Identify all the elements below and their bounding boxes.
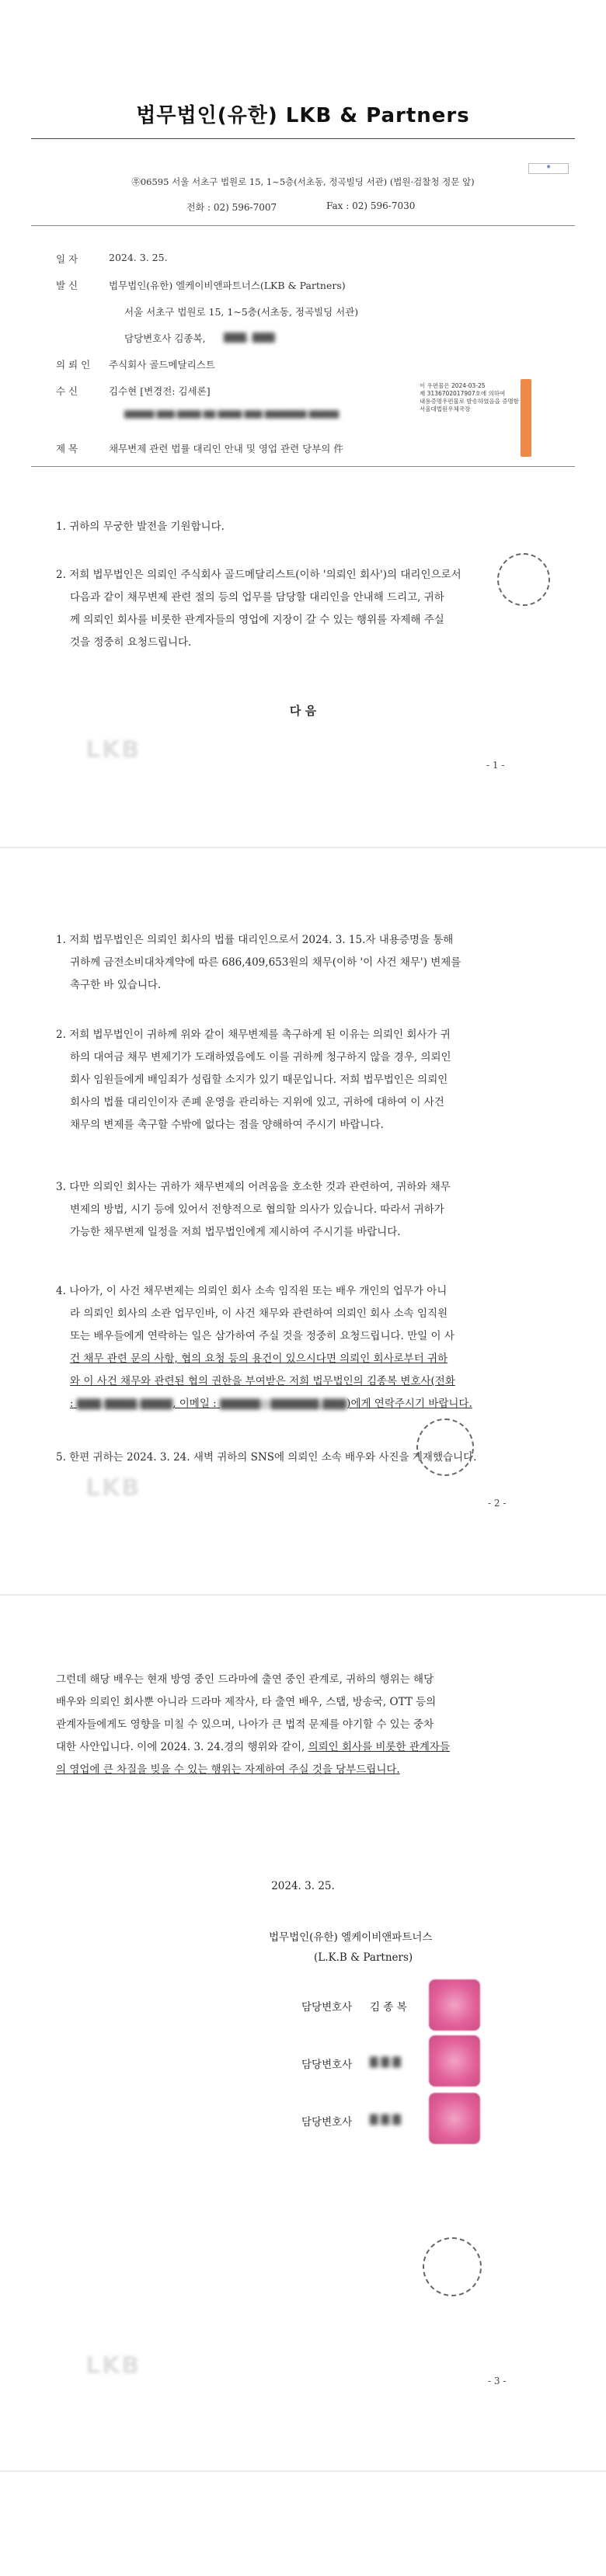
date-label: 일 자 [56,253,78,265]
signer-3-seal [429,2093,480,2144]
firm-phone: 전화 : 02) 596-7007 [186,202,277,213]
item-4 [56,1280,553,1415]
sender-line1: 법무법인(유한) 엘케이비앤파트너스(LKB & Partners) [109,280,346,291]
receipt-line1: 이 우편물은 2024-03-25 [420,382,486,389]
item-3 [56,1176,553,1244]
page-break-1 [0,847,606,848]
continuation-line2: 배우와 의뢰인 회사뿐 아니라 드라마 제작사, 타 출연 배우, 스탭, 방송국, OTT 등의 [56,1696,437,1708]
recipient-label: 수 신 [56,385,78,397]
receipt-line4: 서울대법원우체국장 [420,406,471,413]
item-4-line6-prefix: : [70,1398,74,1410]
item-1 [56,929,553,997]
item-3-line3: 가능한 채무변제 일정을 저희 법무법인에게 제시하여 주시기를 바랍니다. [70,1226,401,1238]
item-5 [56,1446,553,1469]
redacted-phone: ▇▇▇-▇▇▇▇-▇▇▇▇ [76,1398,173,1410]
watermark-logo-2: LKB [85,1474,141,1502]
item-4-line1: 나아가, 이 사건 채무변제는 의뢰인 회사 소속 임직원 또는 배우 개인의 업무가 아니 [69,1285,448,1297]
item-1-line3: 촉구한 바 있습니다. [70,979,162,991]
closing-date: 2024. 3. 25. [271,1880,335,1892]
stamp-seal-round-2 [416,1419,474,1476]
para-2-line4: 것을 정중히 요청드립니다. [70,636,192,649]
continuation-paragraph [56,1669,553,1781]
certification-badge: ◉ [528,163,569,174]
continuation-line1: 그런데 해당 배우는 현재 방영 중인 드라마에 출연 중인 관계로, 귀하의 행위는 해당 [56,1673,434,1686]
signer-2-title: 담당변호사 [301,2059,353,2071]
registered-mail-receipt [420,382,521,413]
redacted-recipient-address: ▇▇▇▇▇ ▇▇▇ ▇▇▇▇ ▇▇ ▇▇▇▇ ▇▇▇ ▇▇▇▇▇▇▇ ▇▇▇▇▇ [124,410,340,419]
item-2-line5: 채무의 변제를 촉구할 수밖에 없다는 점을 양해하여 주시기 바랍니다. [70,1119,384,1131]
receipt-line2: 제 3136702017907호에 의하여 [420,390,506,397]
sender-label: 발 신 [56,280,78,291]
date-value: 2024. 3. 25. [109,252,168,263]
item-4-line6-mid: , 이메일 : [172,1398,217,1410]
para-2-line2: 다음과 같이 채무변제 관련 절의 등의 업무를 담당할 대리인을 안내해 드리고, 귀하 [70,591,444,604]
subject-value: 채무변제 관련 법률 대리인 안내 및 영업 관련 당부의 件 [109,443,343,454]
item-4-line6-suffix: )에게 연락주시기 바랍니다. [347,1398,472,1410]
item-5-line1: 한편 귀하는 2024. 3. 24. 새벽 귀하의 SNS에 의뢰인 소속 배우와 사진을 게재했습니다. [69,1451,477,1464]
item-1-line1: 저희 법무법인은 의뢰인 회사의 법률 대리인으로서 2024. 3. 15.자 내용증명을 통해 [69,934,454,946]
item-2-number: 2. [56,1029,66,1041]
item-3-line1: 다만 의뢰인 회사는 귀하가 채무변제의 어려움을 호소한 것과 관련하여, 귀하와 채무 [69,1181,451,1193]
header-rule [31,138,575,139]
client-value: 주식회사 골드메달리스트 [109,359,215,371]
para-1-number: 1. [56,520,66,533]
firm-title: 법무법인(유한) LKB & Partners [136,104,470,127]
recipient-value: 김수현 [변경전: 김세론] [109,385,211,397]
signer-3-title: 담당변호사 [301,2116,353,2129]
signature-firm-name: 법무법인(유한) 엘케이비앤파트너스 [269,1931,433,1944]
sender-line2: 서울 서초구 법원로 15, 1~5층(서초동, 정곡빌딩 서관) [124,306,359,318]
item-5-number: 5. [56,1451,66,1464]
address-rule [31,225,575,226]
watermark-logo-3: LKB [85,2352,141,2379]
item-3-number: 3. [56,1181,66,1193]
signer-1-seal [429,1979,480,2031]
client-label: 의 뢰 인 [56,359,91,371]
memo-rule [31,466,575,467]
signer-3-name-redacted: ▇ ▇ ▇ [370,2113,401,2125]
orange-stamp-strip [521,379,531,457]
signer-1-name: 김 종 복 [370,2001,407,2014]
continuation-line3: 관계자들에게도 영향을 미칠 수 있으며, 나아가 큰 법적 문제를 야기할 수 있는 중차 [56,1718,434,1731]
item-2-line4: 회사의 법률 대리인이자 존폐 운영을 관리하는 지위에 있고, 귀하에 대하여 이 사건 [70,1096,444,1109]
signer-2-name-redacted: ▇ ▇ ▇ [370,2056,401,2068]
page-break-2 [0,1594,606,1596]
item-2-line3: 회사 임원들에게 배임죄가 성립할 소지가 있기 때문입니다. 저희 법무법인은 의뢰인 [70,1074,448,1086]
signer-1-title: 담당변호사 [301,2001,353,2014]
redacted-email: ▇▇▇▇▇@▇▇▇▇▇▇.▇▇▇ [220,1398,347,1410]
item-4-line5: 와 이 사건 채무와 관련된 협의 권한을 부여받은 저희 법무법인의 김종복 변호사(전화 [70,1375,455,1387]
item-1-number: 1. [56,934,66,946]
item-4-number: 4. [56,1285,66,1297]
subject-label: 제 목 [56,443,78,454]
item-4-line2: 라 의뢰인 회사의 소관 업무인바, 이 사건 채무와 관련하여 의뢰인 회사 소속 임직원 [70,1307,448,1320]
item-2 [56,1024,553,1137]
signature-firm-name-en: (L.K.B & Partners) [314,1951,413,1964]
para-2-number: 2. [56,569,66,581]
item-2-line1: 저희 법무법인이 귀하께 위와 같이 채무변제를 촉구하게 된 이유는 의뢰인 회사가 귀 [69,1029,451,1041]
sender-line3: 담당변호사 김종복, [124,332,206,344]
page-number-2: - 2 - [488,1498,507,1509]
watermark-logo-1: LKB [85,736,141,764]
continuation-line5: 의 영업에 큰 차질을 빚을 수 있는 행위는 자제하여 주실 것을 당부드립니다. [56,1763,400,1776]
firm-address: ㉾06595 서울 서초구 법원로 15, 1~5층(서초동, 정곡빌딩 서관) (법원·검찰청 정문 앞) [131,176,475,187]
item-4-line3: 또는 배우들에게 연락하는 일은 삼가하여 주실 것을 정중히 요청드립니다. 만일 이 사 [70,1330,454,1342]
page-number-3: - 3 - [488,2376,507,2386]
item-4-line4: 건 채무 관련 문의 사항, 협의 요청 등의 용건이 있으시다면 의뢰인 회사로부터 귀하 [70,1352,448,1365]
section-heading: 다 음 [289,704,317,718]
page-number-1: - 1 - [486,760,505,771]
para-2-line3: 께 의뢰인 회사를 비롯한 관계자들의 영업에 지장이 갈 수 있는 행위를 자제해 주실 [70,614,444,626]
receipt-line3: 내용증명우편물로 발송하였음을 증명함 [420,398,519,405]
continuation-line4b: 의뢰인 회사를 비롯한 관계자들 [308,1741,450,1753]
firm-fax: Fax : 02) 596-7030 [326,200,416,211]
redacted-lawyer-names: ▇▇▇, ▇▇▇ [224,331,275,343]
para-1-text: 귀하의 무궁한 발전을 기원합니다. [69,520,225,533]
signer-2-seal [429,2035,480,2087]
item-2-line2: 하의 대여금 채무 변제기가 도래하였음에도 이를 귀하께 청구하지 않을 경우, 의뢰인 [70,1051,451,1063]
stamp-seal-round [497,553,550,606]
continuation-line4a: 대한 사안입니다. 이에 2024. 3. 24.경의 행위와 같이, [56,1741,308,1753]
para-1 [56,516,553,538]
item-3-line2: 변제의 방법, 시기 등에 있어서 전향적으로 협의할 의사가 있습니다. 따라서 귀하가 [70,1203,444,1216]
para-2 [56,564,553,654]
page-end [0,2470,606,2472]
stamp-seal-round-3 [423,2237,482,2296]
item-1-line2: 귀하께 금전소비대차계약에 따른 686,409,653원의 채무(이하 '이 사건 채무') 변제를 [70,956,461,969]
para-2-line1: 저희 법무법인은 의뢰인 주식회사 골드메달리스트(이하 '의뢰인 회사')의 대리인으로서 [69,569,461,581]
